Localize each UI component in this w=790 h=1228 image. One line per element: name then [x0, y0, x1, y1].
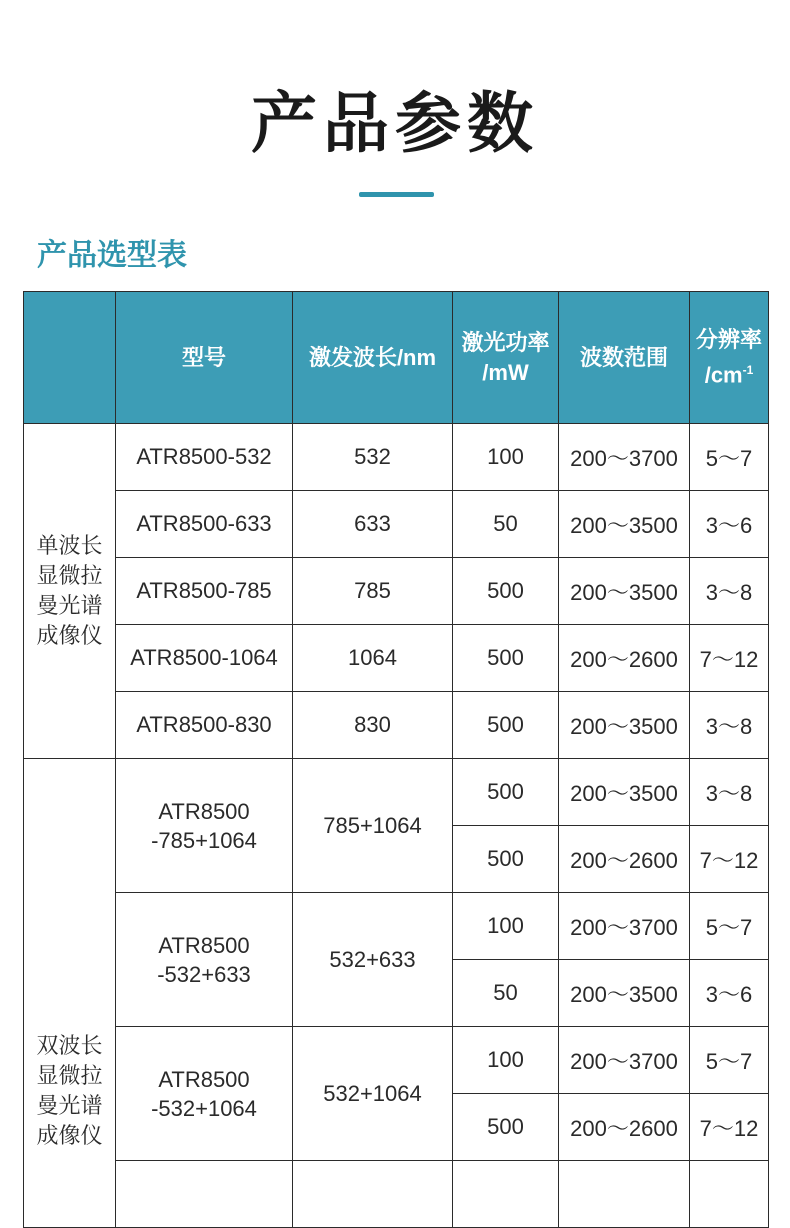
cell-resolution: 3～8 [690, 692, 769, 759]
cell-range: 200～3700 [559, 424, 690, 491]
cell-resolution: 5～7 [690, 424, 769, 491]
cell-resolution: 3～6 [690, 491, 769, 558]
group-label-line: 单波长 [36, 533, 103, 558]
cell-wavelength: 532 [293, 424, 453, 491]
cell-model: ATR8500-1064 [116, 625, 293, 692]
cell-power: 50 [453, 491, 559, 558]
cell-range: 200～3700 [559, 893, 690, 960]
cell-range: 200～3500 [559, 491, 690, 558]
cell-model: ATR8500-785 [116, 558, 293, 625]
cell-wavelength: 830 [293, 692, 453, 759]
cell-range: 200～2600 [559, 625, 690, 692]
header-model: 型号 [116, 292, 293, 424]
cell-range: 200～3500 [559, 759, 690, 826]
table-row-partial [24, 1161, 769, 1228]
header-wavelength: 激发波长/nm [293, 292, 453, 424]
header-resolution-line1: 分辨率 [695, 326, 762, 352]
cell-range: 200～2600 [559, 826, 690, 893]
table-row [24, 692, 769, 759]
table-row [24, 893, 769, 960]
cell-model: ATR8500-532 [116, 424, 293, 491]
cell-model [116, 893, 293, 1027]
group-label-line: 双波长 [36, 1033, 103, 1058]
table-row [24, 558, 769, 625]
cell-resolution: 3～8 [690, 759, 769, 826]
cell-empty [116, 1161, 293, 1228]
cell-resolution: 7～12 [690, 826, 769, 893]
model-line2: -785+1064 [151, 827, 257, 853]
cell-model: ATR8500-633 [116, 491, 293, 558]
cell-wavelength: 785 [293, 558, 453, 625]
cell-wavelength: 1064 [293, 625, 453, 692]
table-row [24, 759, 769, 826]
cell-range: 200～3500 [559, 558, 690, 625]
cell-empty [293, 1161, 453, 1228]
table-row [24, 625, 769, 692]
cell-power: 100 [453, 1027, 559, 1094]
cell-empty [690, 1161, 769, 1228]
group-label-line: 显微拉 [36, 1063, 103, 1088]
group-label-line: 成像仪 [36, 1123, 103, 1148]
header-resolution [690, 292, 769, 424]
header-resolution-unit: /cm [704, 362, 743, 388]
cell-power: 500 [453, 759, 559, 826]
cell-model: ATR8500-830 [116, 692, 293, 759]
cell-resolution: 3～6 [690, 960, 769, 1027]
model-line1: ATR8500 [158, 798, 250, 824]
cell-wavelength: 532+1064 [293, 1027, 453, 1161]
model-line2: -532+1064 [151, 1095, 257, 1121]
table-header-row [24, 292, 769, 424]
header-power-line2: /mW [482, 359, 529, 385]
cell-power: 50 [453, 960, 559, 1027]
header-group [24, 292, 116, 424]
table-row [24, 1027, 769, 1094]
title-underline [359, 192, 434, 197]
cell-model [116, 1027, 293, 1161]
model-line1: ATR8500 [158, 932, 250, 958]
cell-power: 100 [453, 893, 559, 960]
cell-resolution: 3～8 [690, 558, 769, 625]
group-label-dual [24, 759, 116, 1228]
group-label-line: 曼光谱 [36, 593, 103, 618]
cell-resolution: 5～7 [690, 1027, 769, 1094]
page-title: 产品参数 [251, 85, 539, 162]
cell-power: 500 [453, 625, 559, 692]
header-resolution-line2 [690, 355, 768, 390]
group-label-line: 显微拉 [36, 563, 103, 588]
cell-power: 500 [453, 692, 559, 759]
cell-wavelength: 633 [293, 491, 453, 558]
cell-resolution: 5～7 [690, 893, 769, 960]
cell-power: 500 [453, 558, 559, 625]
group-label-line: 成像仪 [36, 623, 103, 648]
cell-power: 500 [453, 1094, 559, 1161]
cell-wavelength: 785+1064 [293, 759, 453, 893]
group-label-single [24, 424, 116, 759]
group-label-line: 曼光谱 [36, 1093, 103, 1118]
spec-table [23, 291, 769, 1228]
header-power-line1: 激光功率 [461, 329, 550, 355]
table-row [24, 424, 769, 491]
cell-empty [559, 1161, 690, 1228]
model-line1: ATR8500 [158, 1066, 250, 1092]
cell-power: 500 [453, 826, 559, 893]
section-title: 产品选型表 [37, 238, 187, 273]
cell-resolution: 7～12 [690, 1094, 769, 1161]
cell-wavelength: 532+633 [293, 893, 453, 1027]
header-resolution-sup: -1 [742, 362, 754, 377]
cell-resolution: 7～12 [690, 625, 769, 692]
cell-range: 200～3500 [559, 960, 690, 1027]
table-row [24, 491, 769, 558]
cell-power: 100 [453, 424, 559, 491]
cell-range: 200～3500 [559, 692, 690, 759]
header-power [453, 292, 559, 424]
header-range: 波数范围 [559, 292, 690, 424]
model-line2: -532+633 [157, 961, 251, 987]
cell-range: 200～3700 [559, 1027, 690, 1094]
cell-range: 200～2600 [559, 1094, 690, 1161]
cell-empty [453, 1161, 559, 1228]
cell-model [116, 759, 293, 893]
